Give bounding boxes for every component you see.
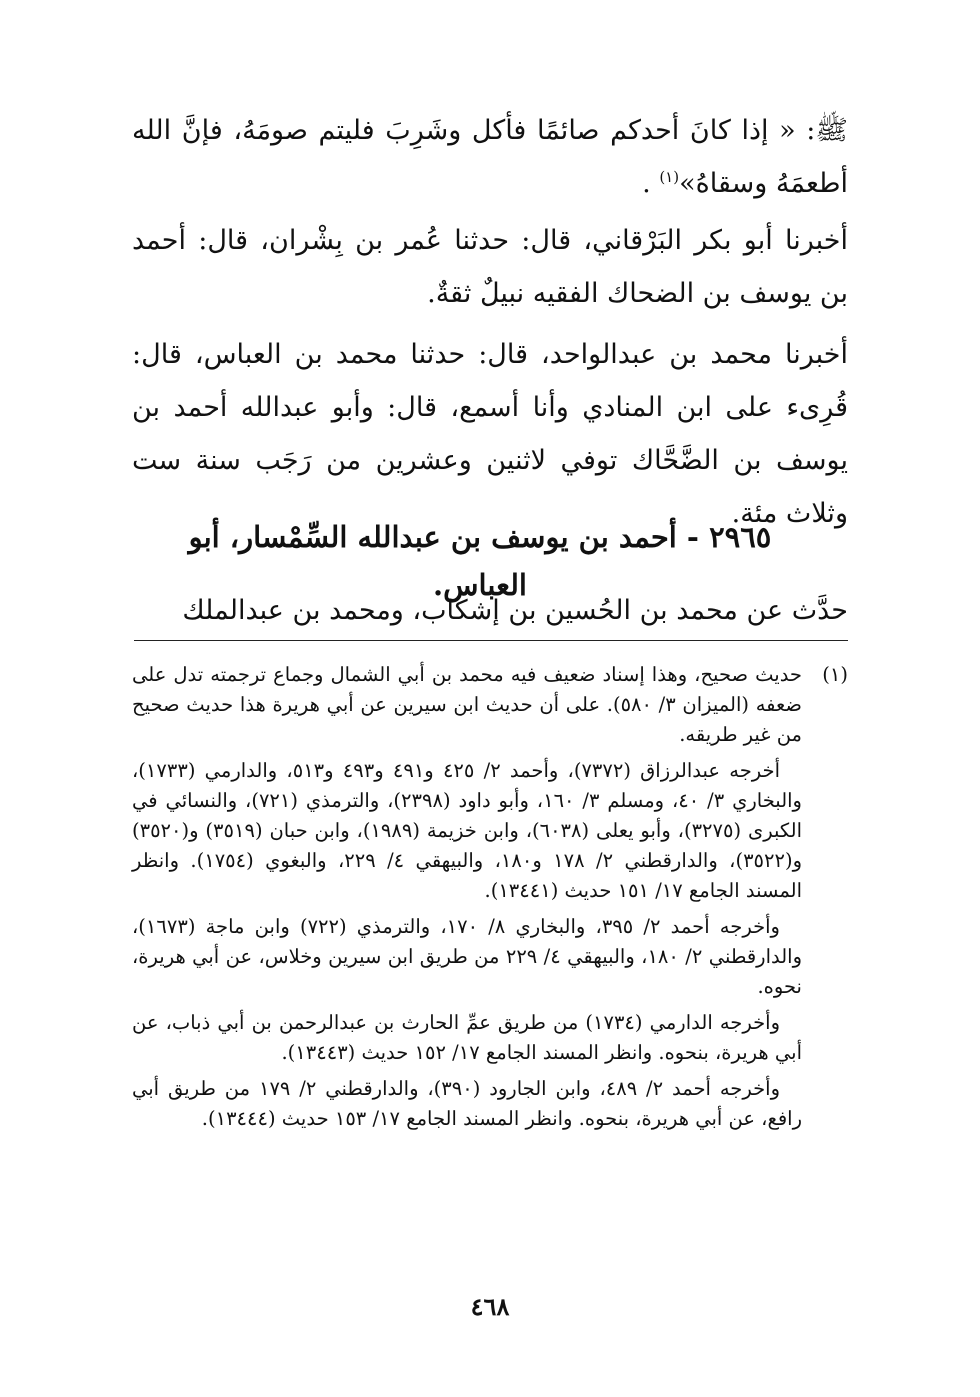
entry-first-line: حدَّث عن محمد بن الحُسين بن إشكاب، ومحمد بن عبدالملك bbox=[182, 595, 848, 626]
entry-heading: ٢٩٦٥ - أحمد بن يوسف بن عبدالله السِّمْسار، أبو العباس. bbox=[188, 520, 772, 602]
hadith-text-end: . bbox=[642, 168, 660, 199]
footnote-paragraph: وأخرجه أحمد ٢/ ٣٩٥، والبخاري ٨/ ١٧٠، والترمذي (٧٢٢) وابن ماجة (١٦٧٣)، والدارقطني ٢/ ١٨٠، والبيهقي ٤/ ٢٢٩ من طريق ابن سيرين وخلاس، عن أبي هريرة، نحوه. bbox=[132, 915, 803, 998]
narration-paragraph-1: أخبرنا أبو بكر البَرْقاني، قال: حدثنا عُمر بن بِشْران، قال: أحمد بن يوسف بن الضحاك الفقيه نبيلٌ ثقةٌ. bbox=[132, 225, 848, 309]
footnote-paragraph: حديث صحيح، وهذا إسناد ضعيف فيه محمد بن أبي الشمال وجماع ترجمته تدل على ضعفه (الميزان ٣/ ٥٨٠). على أن حديث ابن سيرين عن أبي هريرة هذا حديث صحيح من غير طريقه. bbox=[132, 663, 802, 746]
footnotes-section bbox=[132, 660, 848, 1140]
footnote-number: (١) bbox=[822, 663, 848, 686]
footnote-paragraph: وأخرجه أحمد ٢/ ٤٨٩، وابن الجارود (٣٩٠)، والدارقطني ٢/ ١٧٩ من طريق أبي رافع، عن أبي هريرة، بنحوه. وانظر المسند الجامع ١٧/ ١٥٣ حديث (١٣٤٤٤). bbox=[132, 1077, 802, 1130]
footnote-item bbox=[132, 660, 848, 1134]
footnote-paragraph: وأخرجه الدارمي (١٧٣٤) من طريق عمِّ الحارث بن عبدالرحمن بن أبي ذباب، عن أبي هريرة، بنحوه. وانظر المسند الجامع ١٧/ ١٥٢ حديث (١٣٤٤٣). bbox=[132, 1011, 802, 1064]
page-number: ٤٦٨ bbox=[470, 1292, 510, 1321]
hadith-paragraph bbox=[132, 104, 848, 210]
footnote-separator bbox=[134, 640, 848, 641]
footnote-paragraph: أخرجه عبدالرزاق (٧٣٧٢)، وأحمد ٢/ ٤٢٥ و٤٩١ و٤٩٣ و٥١٣، والدارمي (١٧٣٣)، والبخاري ٣/ ٤٠، ومسلم ٣/ ١٦٠، وأبو داود (٢٣٩٨)، والترمذي (٧٢١)، والنسائي في الكبرى (٣٢٧٥)، وأبو يعلى (٦٠٣٨)، وابن خزيمة (١٩٨٩)، وابن حبان (٣٥١٩) و(٣٥٢٠) و(٣٥٢٢)، والدارقطني ٢/ ١٧٨ و١٨٠، والبيهقي ٤/ ٢٢٩، والبغوي (١٧٥٤). وانظر المسند الجامع ١٧/ ١٥١ حديث (١٣٤٤١). bbox=[132, 759, 803, 902]
footnote-reference: (١) bbox=[659, 168, 680, 186]
hadith-text: ﷺ: « إذا كانَ أحدكم صائمًا فأكل وشَرِبَ فليتم صومَهُ، فإنَّ الله أطعمَهُ وسقاهُ» bbox=[132, 115, 848, 199]
narration-paragraph-2: أخبرنا محمد بن عبدالواحد، قال: حدثنا محمد بن العباس، قال: قُرِىء على ابن المنادي وأنا أسمع، قال: وأبو عبدالله أحمد بن يوسف بن الضَّحَّاك توفي لاثنين وعشرين من رَجَب سنة ست وثلاث مئة. bbox=[132, 339, 848, 529]
